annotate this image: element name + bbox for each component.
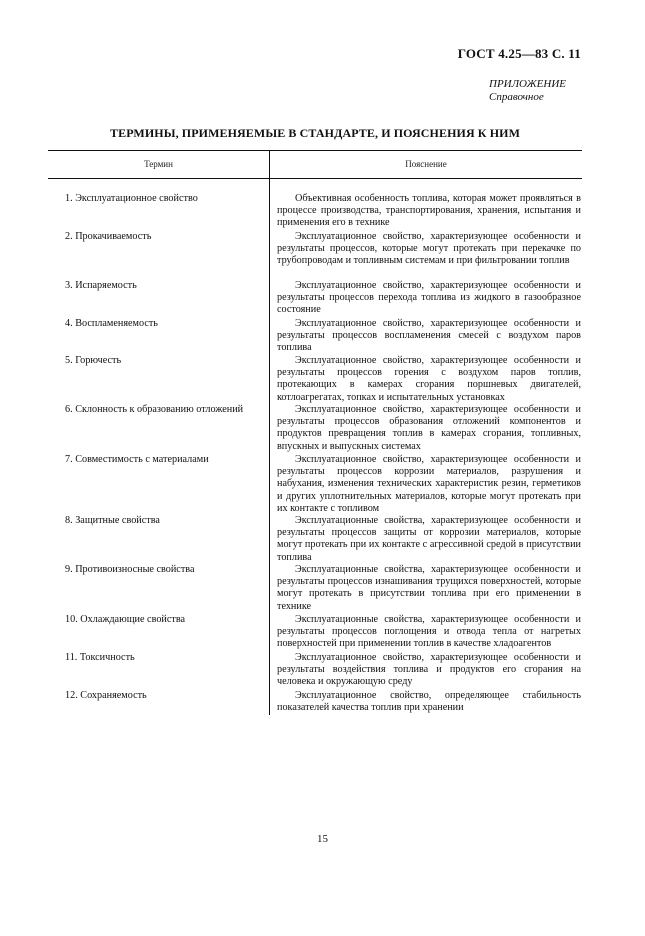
table-top-rule [48, 150, 582, 151]
term-cell: 2. Прокачиваемость [65, 231, 152, 242]
term-cell: 6. Склонность к образованию отложений [65, 404, 244, 415]
term-cell: 9. Противоизносные свойства [65, 564, 195, 575]
appendix-type: Справочное [489, 91, 544, 103]
term-cell: 7. Совместимость с материалами [65, 454, 209, 465]
term-cell: 3. Испаряемость [65, 280, 137, 291]
explanation-cell: Эксплуатационное свойство, характеризующее особенности и результаты процессов, которые могут протекать при перекачке по трубопроводам и топливным системам и при фильтровании топлив [277, 231, 581, 267]
term-cell: 11. Токсичность [65, 652, 135, 663]
term-cell: 4. Воспламеняемость [65, 318, 158, 329]
term-cell: 8. Защитные свойства [65, 515, 160, 526]
explanation-cell: Эксплуатационное свойство, характеризующее особенности и результаты процессов коррозии материалов, разрушения и набухания, изменения технических характеристик резин, герметиков и других уплотнительных материалов, которые могут протекать при их контакте с топливом [277, 454, 581, 514]
column-header-term: Термин [144, 159, 173, 169]
explanation-cell: Эксплуатационное свойство, характеризующее особенности и результаты процессов перехода топлива из жидкого в газообразное состояние [277, 280, 581, 316]
explanation-cell: Эксплуатационное свойство, характеризующее особенности и результаты воздействия топлива и продуктов его сгорания на человека и окружающую среду [277, 652, 581, 688]
term-cell: 5. Горючесть [65, 355, 122, 366]
explanation-cell: Эксплуатационное свойство, определяющее стабильность показателей качества топлив при хранении [277, 690, 581, 714]
explanation-cell: Объективная особенность топлива, которая может проявляться в процессе производства, транспортирования, хранения, испытания и применения его в технике [277, 193, 581, 229]
term-cell: 12. Сохраняемость [65, 690, 147, 701]
standard-code: ГОСТ 4.25—83 С. 11 [457, 46, 581, 61]
explanation-cell: Эксплуатационные свойства, характеризующее особенности и результаты процессов защиты от коррозии материалов, которые могут протекать при их контакте с агрессивной средой в присутствии топлива [277, 515, 581, 563]
explanation-cell: Эксплуатационное свойство, характеризующее особенности и результаты процессов воспламенения смесей с воздухом паров топлива [277, 318, 581, 354]
explanation-cell: Эксплуатационные свойства, характеризующее особенности и результаты процессов изнашивания трущихся поверхностей, которые могут протекать в присутствии топлива при его применении в технике [277, 564, 581, 612]
explanation-cell: Эксплуатационное свойство, характеризующее особенности и результаты процессов горения с воздухом паров топлив, протекающих в камерах сгорания поршневых двигателей, котлоагрегатах, топках и испытательных установках [277, 355, 581, 403]
term-cell: 1. Эксплуатационное свойство [65, 193, 198, 204]
appendix-block [489, 78, 566, 104]
column-header-explanation: Пояснение [405, 159, 447, 169]
appendix-label: ПРИЛОЖЕНИЕ [489, 78, 566, 90]
explanation-cell: Эксплуатационные свойства, характеризующее особенности и результаты процессов поглощения и отвода тепла от нагретых поверхностей при применении топлив в качестве хладоагентов [277, 614, 581, 650]
page-title: ТЕРМИНЫ, ПРИМЕНЯЕМЫЕ В СТАНДАРТЕ, И ПОЯСНЕНИЯ К НИМ [109, 126, 521, 140]
explanation-cell: Эксплуатационное свойство, характеризующее особенности и результаты процессов образования отложений компонентов и продуктов превращения топлив в камерах сгорания, топливных, впускных и выпускных системах [277, 404, 581, 452]
page-number: 15 [317, 833, 328, 845]
table-header-rule [48, 178, 582, 179]
term-cell: 10. Охлаждающие свойства [65, 614, 186, 625]
